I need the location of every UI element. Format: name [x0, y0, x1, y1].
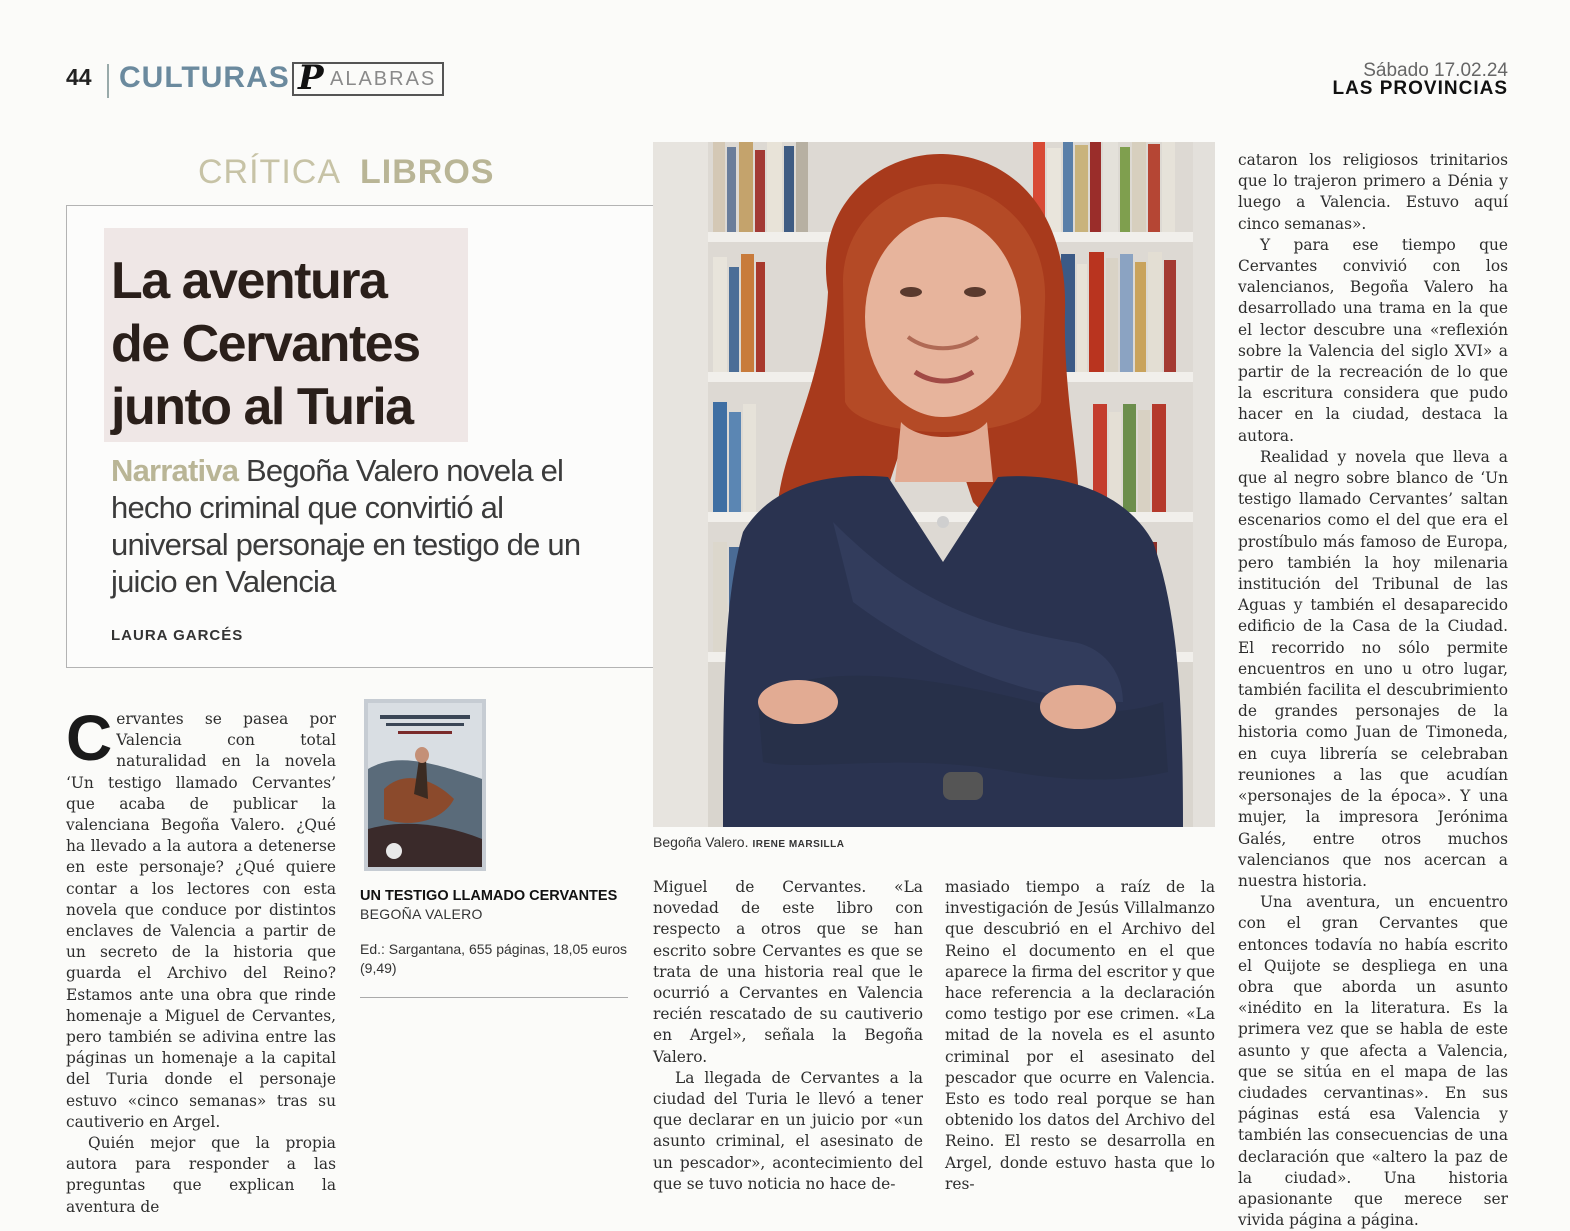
paragraph: [66, 702, 336, 1133]
book-author: BEGOÑA VALERO: [360, 906, 483, 922]
paragraph: cataron los religiosos trinitarios que lo trajeron primero a Dénia y luego a Valencia. Estuvo aquí cinco semanas».: [1238, 151, 1508, 233]
newspaper-name: LAS PROVINCIAS: [1332, 78, 1508, 99]
paragraph: masiado tiempo a raíz de la investigación de Jesús Villalmanzo que descubrió en el Archivo del Reino el documento en el que aparece la firma del escritor y que hace referencia a la declaración como testigo por ese crimen. «La mitad de la novela es el asunto criminal por el asesinato del pescador que ocurre en Valencia. Esto es todo real porque se han obtenido los datos del Archivo del Reino. El resto se desarrolla en Argel, donde estuvo hasta que lo res-: [945, 878, 1215, 1193]
paragraph: Una aventura, un encuentro con el gran Cervantes que entonces todavía no había escrito el Quijote se despliega en una obra que aborda un asunto «inédito en la literatura. Es la primera vez que se habla de este asunto y que afecta a Valencia, que se sitúa en el mapa de las ciudades cervantinas». En sus páginas está esa Valencia y también las consecuencias de una declaración que «altero la paz de la ciudad». Una historia apasionante que merece ser vivida página a página.: [1238, 893, 1508, 1230]
portrait-photo: [653, 142, 1215, 827]
headline: [111, 250, 420, 439]
section-name: CULTURAS: [119, 61, 290, 94]
subheadline-text: Begoña Valero novela el hecho criminal que convirtió al universal personaje en testigo de un juicio en Valencia: [111, 453, 581, 599]
headline-line: La aventura: [111, 252, 387, 310]
subheadline-lead: Narrativa: [111, 453, 239, 488]
body-column-1: [66, 702, 336, 1218]
header-divider: [107, 64, 109, 98]
supplement-logo-text: ALABRAS: [330, 68, 437, 90]
paragraph: Miguel de Cervantes. «La novedad de este libro con respecto a otros que se han escrito sobre Cervantes es que se trata de una historia real que le ocurrió a Cervantes en Valencia recién rescatado de su cautiverio en Argel», señala la Begoña Valero.: [653, 878, 923, 1066]
body-column-3: [945, 877, 1215, 1195]
paragraph: Realidad y novela que lleva a que al negro sobre blanco de ‘Un testigo llamado Cervantes’ saltan escenarios como el del que era el prostíbulo más famoso de Europa, pero también la hoy milenaria institución del Tribunal de las Aguas y también el desaparecido edificio de la Casa de la Ciudad. El recorrido no sólo permite encuentros en uno u otro lugar, también facilita el descubrimiento de grandes personajes de la historia como Juan de Timoneda, en cuya librería se celebraban reuniones a las que acudían «personajes de la época». Y una mujer, la impresora Jerónima Galés, entre otros muchos valencianos que nos acercan a nuestra historia.: [1238, 447, 1508, 890]
book-box-rule: [360, 997, 628, 998]
paragraph: Y para ese tiempo que Cervantes convivió con los valencianos, Begoña Valero ha desarrollado una trama en la que el lector descubre una «reflexión sobre la Valencia del siglo XVI» a partir de la recreación de lo que la escritura considera que pudo hacer en la ciudad, destaca la autora.: [1238, 235, 1508, 445]
book-title: UN TESTIGO LLAMADO CERVANTES: [360, 888, 618, 904]
issue-date: Sábado 17.02.24: [1363, 60, 1508, 81]
paragraph: Quién mejor que la propia autora para responder a las preguntas que explican la aventura de: [66, 1134, 336, 1216]
supplement-logo-initial: P: [298, 58, 324, 98]
page-number: 44: [66, 64, 92, 90]
subheadline: [111, 452, 581, 600]
body-column-2: [653, 877, 923, 1195]
drop-cap: C: [66, 702, 113, 774]
paragraph-text: ervantes se pasea por Valencia con total naturalidad en la novela ‘Un testigo llamado Cervantes’ que acaba de publicar la valenciana Begoña Valero. ¿Qué ha llevado a la autora a detenerse en este personaje? ¿Qué quiere contar a los lectores con esta novela que conduce por distintos enclaves de Valencia a partir de un secreto de la historia que guarda el Archivo del Reino? Estamos ante una obra que rinde homenaje a Miguel de Cervantes, pero también se adivina entre las páginas un homenaje a la capital del Turia donde el personaje estuvo «cinco semanas» tras su cautiverio en Argel.: [66, 710, 336, 1131]
kicker-critica: CRÍTICA: [198, 153, 341, 191]
paragraph: La llegada de Cervantes a la ciudad del Turia le llevó a tener que declarar en un juicio por «un asunto criminal, el asesinato de un pescador», acontecimiento del que se tuvo noticia no hace de-: [653, 1068, 923, 1193]
headline-line: junto al Turia: [111, 378, 413, 436]
photo-caption: [653, 834, 844, 850]
byline: LAURA GARCÉS: [111, 627, 244, 644]
caption-text: Begoña Valero.: [653, 834, 749, 850]
kicker-libros: LIBROS: [360, 153, 495, 191]
book-details: Ed.: Sargantana, 655 páginas, 18,05 euros (9,49): [360, 941, 627, 976]
photo-credit: IRENE MARSILLA: [752, 839, 845, 850]
headline-line: de Cervantes: [111, 315, 420, 373]
book-cover: [364, 699, 486, 871]
body-column-4: [1238, 150, 1508, 1231]
